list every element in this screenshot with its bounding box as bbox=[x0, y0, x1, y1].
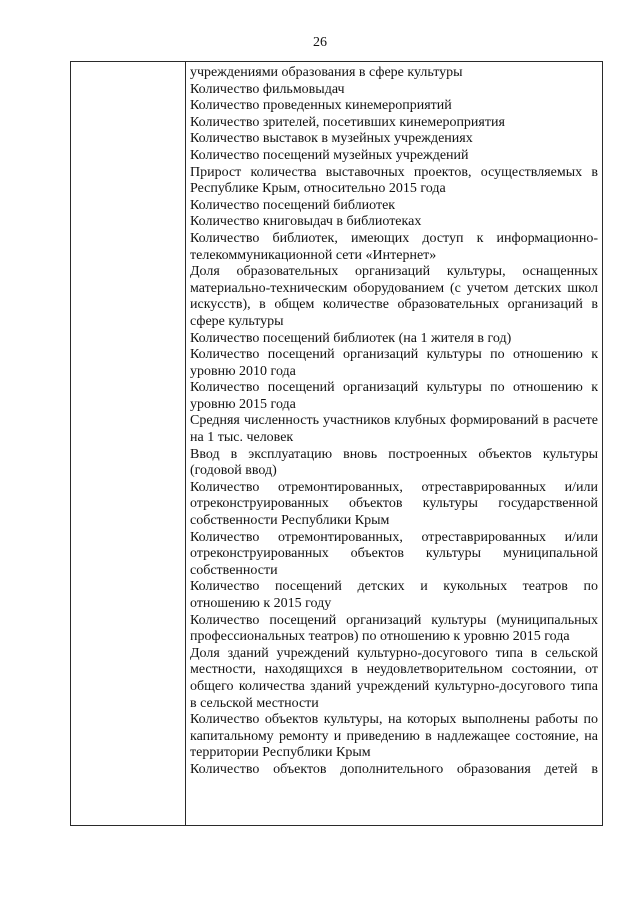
table-row: Количество отремонтированных, отреставрированных и/или отреконструированных объектов культуры государственной собственности Республики Крым bbox=[190, 479, 598, 529]
table-right-cell bbox=[190, 65, 598, 825]
table-row: Количество фильмовыдач bbox=[190, 81, 345, 97]
table-row: Доля зданий учреждений культурно-досугового типа в сельской местности, находящихся в неудовлетворительном состоянии, от общего количества зданий учреждений культурно-досугового типа в сельской местности bbox=[190, 645, 598, 711]
table-left-cell bbox=[71, 62, 185, 825]
table-row: Ввод в эксплуатацию вновь построенных объектов культуры (годовой ввод) bbox=[190, 446, 598, 479]
table-row: Количество выставок в музейных учреждениях bbox=[190, 131, 473, 147]
table-row: Средняя численность участников клубных формирований в расчете на 1 тыс. человек bbox=[190, 413, 598, 446]
table-row: Количество объектов культуры, на которых выполнены работы по капитальному ремонту и приведению в надлежащее состояние, на территории Республики Крым bbox=[190, 712, 598, 761]
table-row: Количество библиотек, имеющих доступ к информационно-телекоммуникационной сети «Интернет» bbox=[190, 230, 598, 263]
table-row: Прирост количества выставочных проектов, осуществляемых в Республике Крым, относительно 2015 года bbox=[190, 164, 598, 197]
table-row: Количество посещений организаций культуры по отношению к уровню 2010 года bbox=[190, 347, 598, 379]
table-row: Количество зрителей, посетивших кинемероприятия bbox=[190, 114, 505, 130]
page-number: 26 bbox=[313, 35, 327, 50]
table-row: Количество проведенных кинемероприятий bbox=[190, 98, 452, 114]
table-row: Количество посещений организаций культуры по отношению к уровню 2015 года bbox=[190, 380, 598, 412]
table-row: Количество книговыдач в библиотеках bbox=[190, 214, 422, 230]
table-row: Количество объектов дополнительного образования детей в bbox=[190, 761, 598, 777]
table-row: Количество посещений библиотек (на 1 жителя в год) bbox=[190, 330, 512, 346]
column-divider bbox=[185, 62, 186, 825]
table-row: учреждениями образования в сфере культуры bbox=[190, 65, 463, 80]
table-row: Количество посещений библиотек bbox=[190, 197, 396, 213]
table-row: Количество отремонтированных, отреставрированных и/или отреконструированных объектов культуры муниципальной собственности bbox=[190, 529, 598, 578]
table-row: Количество посещений организаций культуры (муниципальных профессиональных театров) по отношению к уровню 2015 года bbox=[190, 612, 598, 645]
table-row: Доля образовательных организаций культуры, оснащенных материально-техническим оборудованием (с учетом детских школ искусств), в общем количестве образовательных организаций в сфере культуры bbox=[190, 264, 598, 329]
table-row: Количество посещений музейных учреждений bbox=[190, 147, 469, 163]
indicators-table bbox=[70, 61, 603, 826]
table-row: Количество посещений детских и кукольных театров по отношению к 2015 году bbox=[190, 579, 598, 611]
